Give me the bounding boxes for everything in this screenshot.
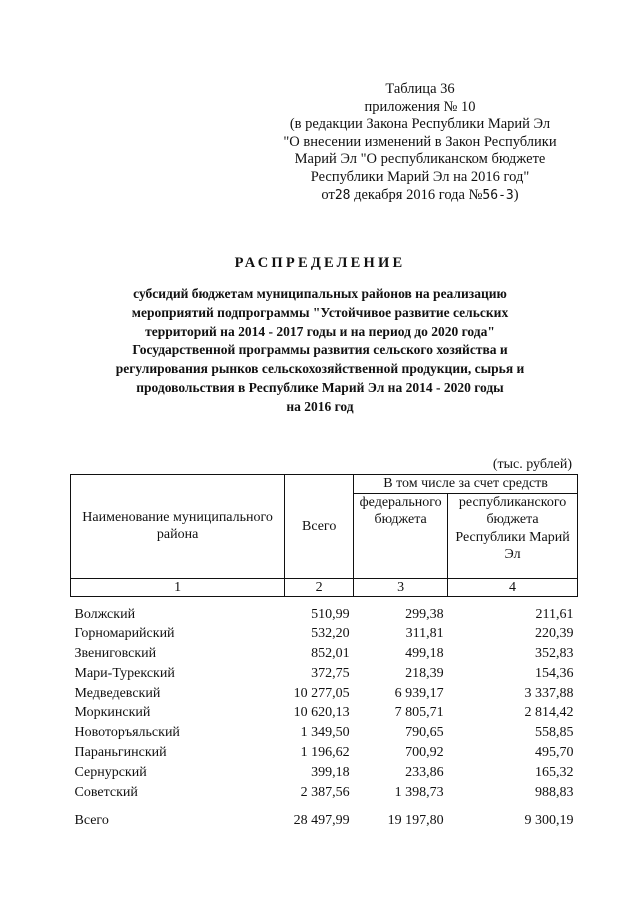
subtitle-line: Государственной программы развития сельского хозяйства и: [132, 342, 508, 358]
document-subtitle: [80, 285, 560, 417]
date-suffix: ): [513, 186, 519, 203]
date-day-handwritten: 28: [334, 187, 351, 203]
republic-value: 558,85: [535, 725, 574, 741]
total-value: 852,01: [311, 646, 350, 662]
federal-value: 6 939,17: [394, 685, 444, 701]
district-name: Новоторъяльский: [74, 725, 180, 741]
subtitle-line: субсидий бюджетам муниципальных районов на реализацию: [133, 286, 507, 301]
district-name: Медведевский: [74, 685, 161, 701]
subsidy-table: [70, 474, 578, 831]
column-number: 4: [448, 578, 578, 596]
table-row: [71, 605, 578, 625]
table-row: [71, 743, 578, 763]
republic-value: 165,32: [535, 764, 574, 780]
district-name: Горномарийский: [74, 626, 175, 642]
grand-total-federal: 19 197,80: [387, 813, 444, 829]
column-number: 3: [354, 578, 448, 596]
republic-value: 211,61: [535, 606, 574, 622]
column-number: 2: [285, 578, 354, 596]
total-value: 10 620,13: [293, 705, 350, 721]
column-number: 1: [71, 578, 285, 596]
header-federal: федерального бюджета: [354, 493, 448, 578]
federal-value: 299,38: [405, 606, 444, 622]
republic-value: 495,70: [535, 745, 574, 761]
total-value: 372,75: [311, 665, 350, 681]
district-name: Советский: [74, 784, 138, 800]
total-value: 399,18: [311, 764, 350, 780]
table-row: [71, 664, 578, 684]
federal-value: 1 398,73: [394, 784, 444, 800]
grand-total-label: Всего: [74, 813, 109, 829]
subtitle-line: продовольствия в Республике Марий Эл на 2014 - 2020 годы: [136, 379, 504, 395]
federal-value: 499,18: [405, 646, 444, 662]
republic-value: 352,83: [535, 646, 574, 662]
total-value: 532,20: [311, 626, 350, 642]
district-name: Сернурский: [74, 764, 147, 780]
federal-value: 311,81: [405, 626, 444, 642]
total-value: 1 196,62: [300, 745, 350, 761]
table-row: [71, 703, 578, 723]
subtitle-line: мероприятий подпрограммы "Устойчивое развитие сельских: [131, 304, 509, 320]
total-value: 2 387,56: [300, 784, 350, 800]
table-row: [71, 684, 578, 704]
edition-line-3: Марий Эл "О республиканском бюджете: [294, 151, 546, 168]
table-row: [71, 763, 578, 783]
federal-value: 700,92: [405, 745, 444, 761]
table-number: Таблица 36: [385, 81, 455, 97]
header-group: В том числе за счет средств: [354, 475, 578, 494]
grand-total-row: [71, 802, 578, 831]
republic-value: 3 337,88: [524, 685, 574, 701]
republic-value: 2 814,42: [524, 705, 574, 721]
document-title: РАСПРЕДЕЛЕНИЕ: [234, 255, 406, 271]
edition-line-4: Республики Марий Эл на 2016 год": [310, 168, 530, 185]
federal-value: 233,86: [405, 764, 444, 780]
total-value: 510,99: [311, 606, 350, 622]
edition-line-1: (в редакции Закона Республики Марий Эл: [289, 116, 551, 133]
republic-value: 154,36: [535, 665, 574, 681]
district-name: Моркинский: [74, 705, 151, 721]
edition-line-2: "О внесении изменений в Закон Республики: [283, 133, 557, 150]
units-label: (тыс. рублей): [492, 457, 572, 472]
total-value: 1 349,50: [300, 725, 350, 741]
district-name: Параньгинский: [74, 745, 167, 761]
date-middle: декабря 2016 года №: [350, 186, 483, 203]
document-header: [270, 81, 570, 204]
law-number-handwritten: 56-З: [482, 187, 514, 203]
table-row: [71, 723, 578, 743]
total-value: 10 277,05: [293, 685, 350, 701]
subtitle-line: территорий на 2014 - 2017 годы и на период до 2020 года": [145, 323, 495, 339]
date-prefix: от: [321, 186, 335, 203]
law-date-line: [270, 187, 570, 205]
table-row: [71, 624, 578, 644]
table-row: [71, 644, 578, 664]
grand-total-republic: 9 300,19: [524, 813, 574, 829]
district-name: Мари-Турекский: [74, 665, 175, 681]
federal-value: 790,65: [405, 725, 444, 741]
district-name: Звениговский: [74, 646, 157, 662]
subtitle-line: регулирования рынков сельскохозяйственной продукции, сырья и: [115, 361, 525, 377]
table-row: [71, 783, 578, 803]
federal-value: 7 805,71: [394, 705, 444, 721]
subtitle-line: на 2016 год: [286, 398, 354, 414]
grand-total-value: 28 497,99: [293, 813, 350, 829]
republic-value: 988,83: [535, 784, 574, 800]
district-name: Волжский: [74, 606, 136, 622]
header-name: Наименование муниципального района: [71, 475, 285, 579]
republic-value: 220,39: [535, 626, 574, 642]
appendix-number: приложения № 10: [364, 98, 476, 115]
header-total: Всего: [285, 475, 354, 579]
header-republic: республиканского бюджета Республики Марий Эл: [448, 493, 578, 578]
federal-value: 218,39: [405, 665, 444, 681]
